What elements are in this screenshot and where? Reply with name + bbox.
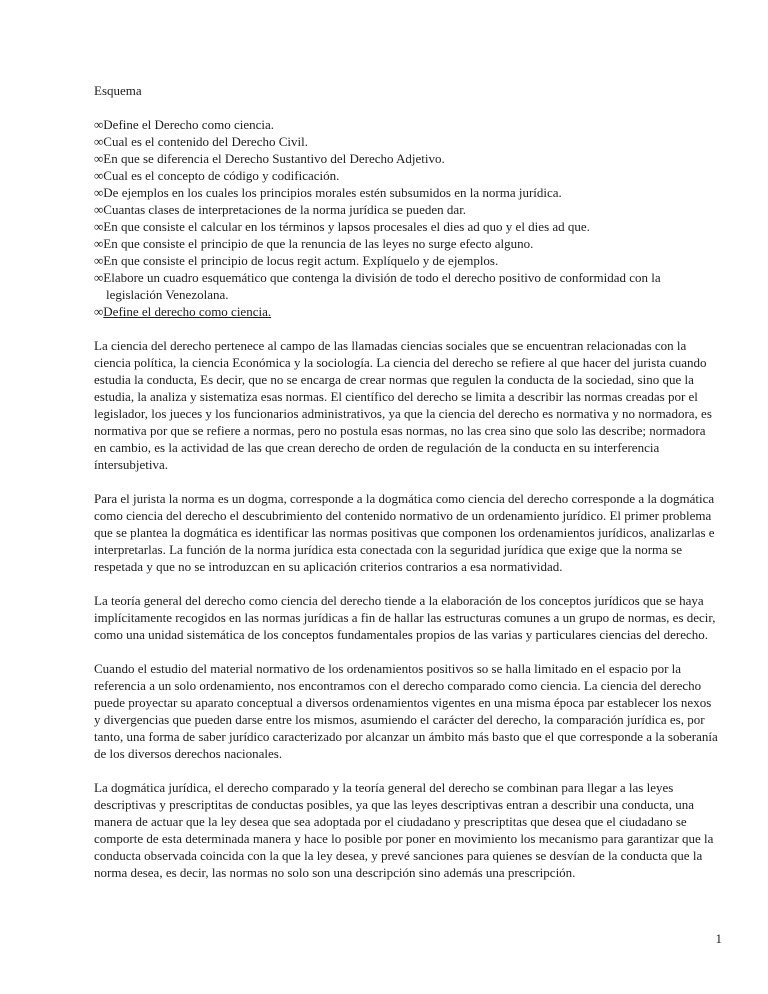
list-item-text: En que consiste el calcular en los términos y lapsos procesales el dies ad quo y el dies ad que.: [103, 219, 590, 234]
infinity-bullet-icon: ∞: [94, 151, 104, 166]
list-item-text: Cual es el concepto de código y codificación.: [103, 168, 340, 183]
list-item-text: En que consiste el principio de locus regit actum. Explíquelo y de ejemplos.: [103, 253, 499, 268]
list-item-text: Define el derecho como ciencia.: [103, 304, 272, 319]
infinity-bullet-icon: ∞: [94, 253, 104, 268]
infinity-bullet-icon: ∞: [94, 304, 104, 319]
list-item-text: Elabore un cuadro esquemático que contenga la división de todo el derecho positivo de conformidad con la legislación Venezolana.: [103, 270, 661, 302]
list-item: [94, 116, 718, 133]
body-paragraph: Para el jurista la norma es un dogma, corresponde a la dogmática como ciencia del derecho corresponde a la dogmática como ciencia del derecho el descubrimiento del contenido normativo de un ordenamiento jurídico. El primer problema que se plantea la dogmática es identificar las normas positivas que componen los ordenamientos jurídicos, analizarlas e interpretarlas. La función de la norma jurídica esta conectada con la seguridad jurídica que exige que la norma se respetada y que no se introduzcan en su aplicación criterios contrarios a esa normatividad.: [94, 491, 715, 574]
list-item: [94, 269, 718, 303]
document-title: Esquema: [94, 83, 142, 98]
list-item: [94, 218, 718, 235]
list-item: [94, 184, 718, 201]
infinity-bullet-icon: ∞: [94, 270, 104, 285]
list-item-text: En que se diferencia el Derecho Sustantivo del Derecho Adjetivo.: [103, 151, 445, 166]
list-item-underlined: [94, 303, 718, 320]
list-item-text: De ejemplos en los cuales los principios morales estén subsumidos en la norma jurídica.: [103, 185, 562, 200]
infinity-bullet-icon: ∞: [94, 168, 104, 183]
body-paragraph: La dogmática jurídica, el derecho comparado y la teoría general del derecho se combinan para llegar a las leyes descriptivas y prescriptitas de conductas posibles, ya que las leyes descriptivas entran a describir una conducta, una manera de actuar que la ley desea que sea adoptada por el ciudadano y prescriptitas que desea que el ciudadano se comporte de esta determinada manera y hace lo posible por poner en movimiento los mecanismo para garantizar que la conducta observada coincida con la que la ley desea, y prevé sanciones para quienes se desvían de la conducta que la norma desea, es decir, las normas no solo son una descripción sino además una prescripción.: [94, 780, 714, 880]
list-item: [94, 201, 718, 218]
list-item: [94, 252, 718, 269]
list-item-text: Cual es el contenido del Derecho Civil.: [103, 134, 308, 149]
infinity-bullet-icon: ∞: [94, 219, 104, 234]
list-item-text: En que consiste el principio de que la renuncia de las leyes no surge efecto alguno.: [103, 236, 534, 251]
list-item-text: Cuantas clases de interpretaciones de la norma jurídica se pueden dar.: [103, 202, 467, 217]
infinity-bullet-icon: ∞: [94, 185, 104, 200]
infinity-bullet-icon: ∞: [94, 202, 104, 217]
list-item: [94, 133, 718, 150]
infinity-bullet-icon: ∞: [94, 236, 104, 251]
question-list: [94, 116, 718, 320]
document-content: [94, 82, 718, 881]
list-item: [94, 235, 718, 252]
list-item-text: Define el Derecho como ciencia.: [103, 117, 274, 132]
list-item: [94, 167, 718, 184]
body-paragraph: La teoría general del derecho como ciencia del derecho tiende a la elaboración de los conceptos jurídicos que se haya implícitamente recogidos en las normas jurídicas a fin de hallar las estructuras comunes a un grupo de normas, es decir, como una unidad sistemática de los conceptos fundamentales propios de las varias y particulares ciencias del derecho.: [94, 593, 716, 642]
body-paragraph: La ciencia del derecho pertenece al campo de las llamadas ciencias sociales que se encuentran relacionadas con la ciencia política, la ciencia Económica y la sociología. La ciencia del derecho se refiere al que hacer del jurista cuando estudia la conducta, Es decir, que no se encarga de crear normas que regulen la conducta de la sociedad, sino que la estudia, la analiza y sistematiza esas normas. El científico del derecho se limita a describir las normas creadas por el legislador, los jueces y los funcionarios administrativos, ya que la ciencia del derecho es normativa y no normadora, es normativa por que se refiere a normas, pero no postula esas normas, no las crea sino que solo las describe; normadora en cambio, es la actividad de las que crean derecho de orden de regulación de la conducta en su interferencia íntersubjetiva.: [94, 338, 712, 472]
infinity-bullet-icon: ∞: [94, 134, 104, 149]
infinity-bullet-icon: ∞: [94, 117, 104, 132]
body-paragraph: Cuando el estudio del material normativo de los ordenamientos positivos so se halla limitado en el espacio por la referencia a un solo ordenamiento, nos encontramos con el derecho comparado como ciencia. La ciencia del derecho puede proyectar su aparato conceptual a diversos ordenamientos vigentes en una misma época par establecer los nexos y divergencias que pueden darse entre los mismos, asumiendo el carácter del derecho, la comparación jurídica es, por tanto, una forma de saber jurídico caracterizado por alcanzar un ámbito más basto que el que corresponde a la soberanía de los diversos derechos nacionales.: [94, 661, 718, 761]
list-item: [94, 150, 718, 167]
page-number: 1: [715, 931, 722, 946]
